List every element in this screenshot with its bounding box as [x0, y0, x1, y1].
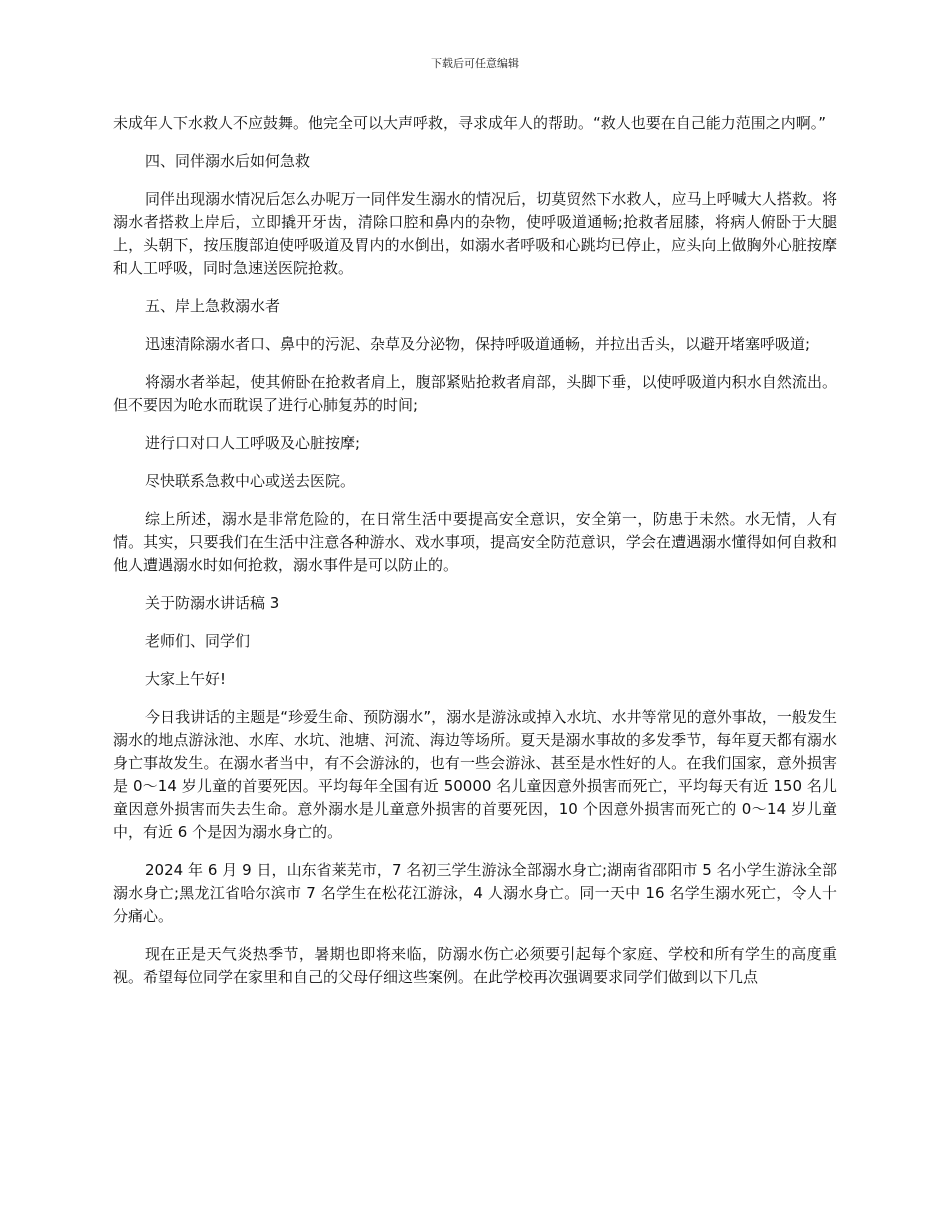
paragraph: 今日我讲话的主题是“珍爱生命、预防溺水”，溺水是游泳或掉入水坑、水井等常见的意外事故，一般发生溺水的地点游泳池、水库、水坑、池塘、河流、海边等场所。夏天是溺水事故的多发季节，每年夏天都有溺水身亡事故发生。在溺水者当中，有不会游泳的，也有一些会游泳、甚至是水性好的人。在我们国家，意外损害是 0～14 岁儿童的首要死因。平均每年全国有近 50000 名儿童因意外损害而死亡，平均每天有近 150 名儿童因意外损害而失去生命。意外溺水是儿童意外损害的首要死因，10 个因意外损害而死亡的 0～14 岁儿童中，有近 6 个是因为溺水身亡的。	[113, 708, 837, 841]
document-body	[113, 112, 837, 1004]
greeting: 大家上午好!	[145, 670, 227, 688]
paragraph: 尽快联系急救中心或送去医院。	[145, 472, 356, 490]
section-heading: 四、同伴溺水后如何急救	[145, 152, 311, 170]
paragraph: 未成年人下水救人不应鼓舞。他完全可以大声呼救，寻求成年人的帮助。“救人也要在自己能力范围之内啊。”	[113, 114, 827, 132]
paragraph: 同伴出现溺水情况后怎么办呢万一同伴发生溺水的情况后，切莫贸然下水救人，应马上呼喊大人搭救。将溺水者搭救上岸后，立即撬开牙齿，清除口腔和鼻内的杂物，使呼吸道通畅;抢救者屈膝，将病人俯卧于大腿上，头朝下，按压腹部迫使呼吸道及胃内的水倒出，如溺水者呼吸和心跳均已停止，应头向上做胸外心脏按摩和人工呼吸，同时急速送医院抢救。	[113, 190, 837, 277]
paragraph: 将溺水者举起，使其俯卧在抢救者肩上，腹部紧贴抢救者肩部，头脚下垂，以使呼吸道内积水自然流出。但不要因为呛水而耽误了进行心肺复苏的时间;	[113, 373, 837, 414]
salutation: 老师们、同学们	[145, 632, 251, 650]
section-title: 关于防溺水讲话稿 3	[145, 594, 280, 612]
paragraph: 现在正是天气炎热季节，暑期也即将来临，防溺水伤亡必须要引起每个家庭、学校和所有学生的高度重视。希望每位同学在家里和自己的父母仔细这些案例。在此学校再次强调要求同学们做到以下几点	[113, 945, 837, 986]
paragraph: 迅速清除溺水者口、鼻中的污泥、杂草及分泌物，保持呼吸道通畅，并拉出舌头，以避开堵塞呼吸道;	[145, 335, 811, 353]
paragraph: 2024 年 6 月 9 日，山东省莱芜市，7 名初三学生游泳全部溺水身亡;湖南省邵阳市 5 名小学生游泳全部溺水身亡;黑龙江省哈尔滨市 7 名学生在松花江游泳，4 人溺水身亡。同一天中 16 名学生溺水死亡，令人十分痛心。	[113, 861, 837, 925]
paragraph: 综上所述，溺水是非常危险的，在日常生活中要提高安全意识，安全第一，防患于未然。水无情，人有情。其实，只要我们在生活中注意各种游水、戏水事项，提高安全防范意识，学会在遭遇溺水懂得如何自救和他人遭遇溺水时如何抢救，溺水事件是可以防止的。	[113, 510, 837, 574]
paragraph: 进行口对口人工呼吸及心脏按摩;	[145, 434, 361, 452]
section-heading: 五、岸上急救溺水者	[145, 297, 281, 315]
page-header: 下载后可任意编辑	[431, 57, 519, 70]
